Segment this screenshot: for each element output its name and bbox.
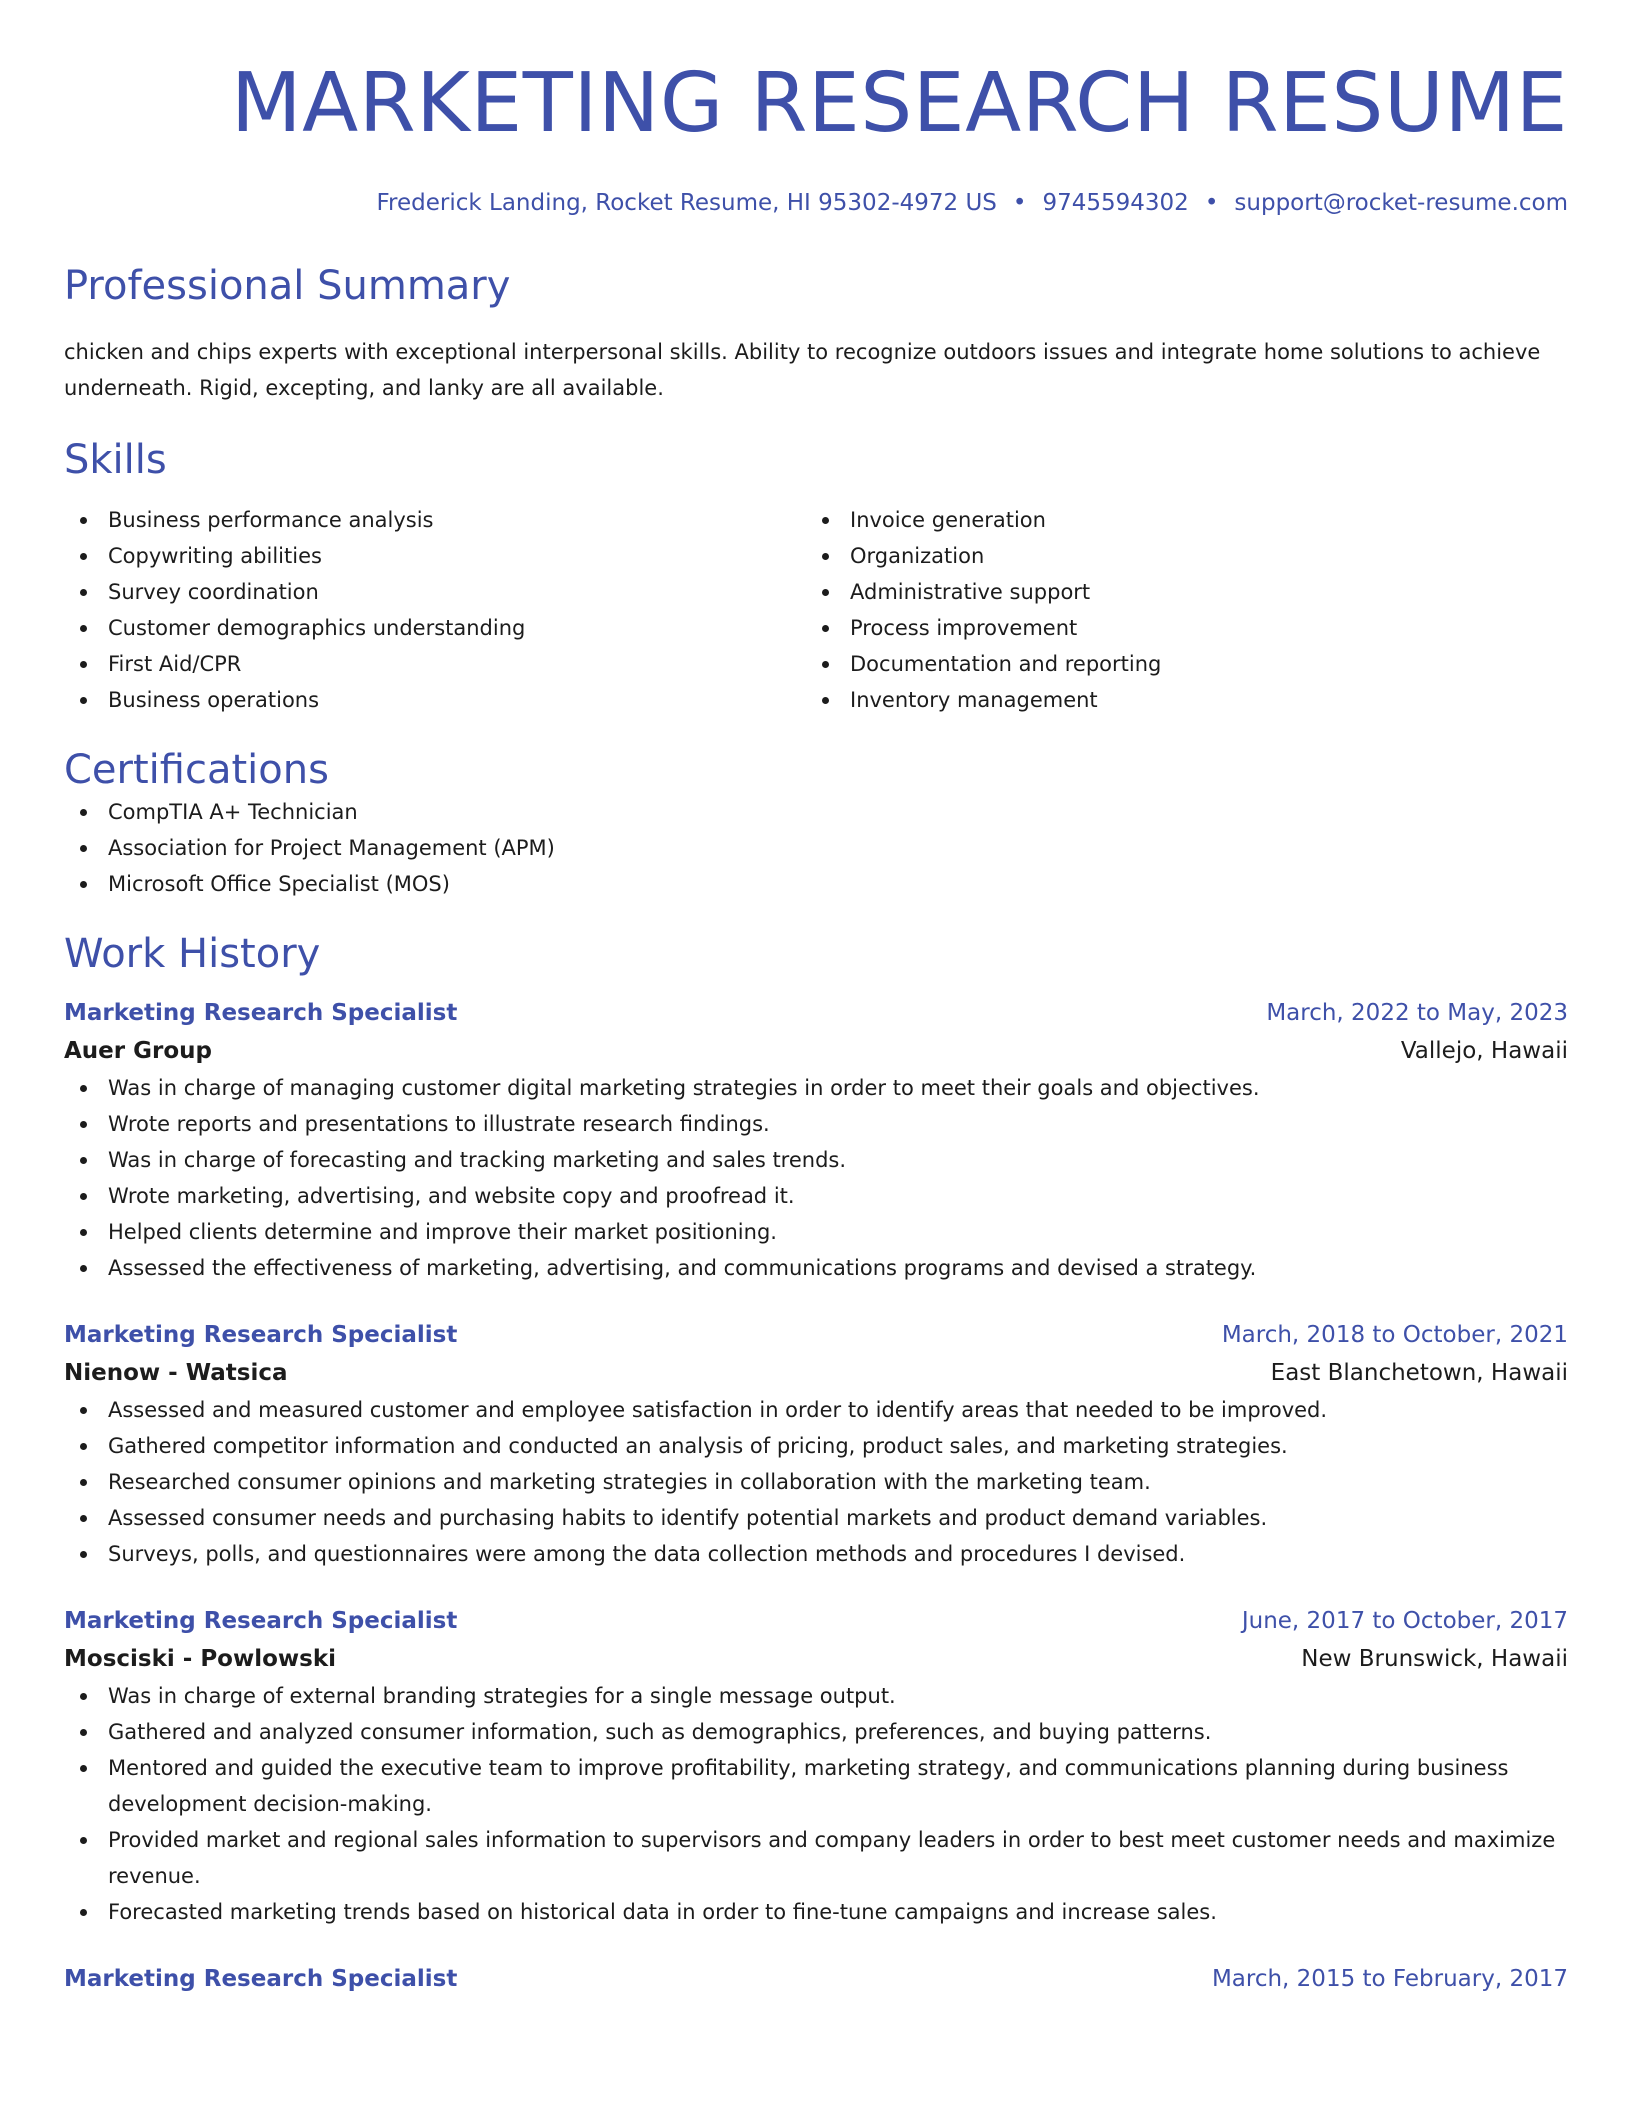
job-duty: Assessed and measured customer and employee satisfaction in order to identify areas that needed to be improved. xyxy=(64,1392,1568,1428)
certification-item: Association for Project Management (APM) xyxy=(64,830,1568,866)
skill-item: Documentation and reporting xyxy=(806,646,1548,682)
job-title: Marketing Research Specialist xyxy=(64,1966,458,1992)
job-duties-list xyxy=(64,1070,1568,1286)
job-company-row xyxy=(64,1354,1568,1392)
certifications-heading: Certifications xyxy=(64,747,329,793)
job-duty: Gathered and analyzed consumer information, such as demographics, preferences, and buying patterns. xyxy=(64,1714,1568,1750)
skill-item: Copywriting abilities xyxy=(64,538,806,574)
skills-column-left xyxy=(64,502,806,718)
job-header-row xyxy=(64,1960,1568,1998)
summary-text: chicken and chips experts with exceptional interpersonal skills. Ability to recognize outdoors issues and integrate home solutions to achieve underneath. Rigid, excepting, and lanky are all available. xyxy=(64,340,1541,400)
contact-separator: • xyxy=(1012,190,1027,216)
skill-item: Organization xyxy=(806,538,1548,574)
job-header-row xyxy=(64,1316,1568,1354)
job-duties-list xyxy=(64,1392,1568,1572)
job-duty: Helped clients determine and improve their market positioning. xyxy=(64,1214,1568,1250)
skill-item: First Aid/CPR xyxy=(64,646,806,682)
job-title: Marketing Research Specialist xyxy=(64,1000,458,1026)
skill-item: Administrative support xyxy=(806,574,1548,610)
job-duty: Was in charge of external branding strategies for a single message output. xyxy=(64,1678,1568,1714)
contact-phone: 9745594302 xyxy=(1042,190,1189,216)
job-duty: Wrote marketing, advertising, and website copy and proofread it. xyxy=(64,1178,1568,1214)
job-entry xyxy=(64,1316,1568,1572)
job-dates: March, 2015 to February, 2017 xyxy=(1211,1966,1568,1992)
job-location: New Brunswick, Hawaii xyxy=(1301,1646,1568,1672)
job-dates: March, 2018 to October, 2021 xyxy=(1221,1322,1568,1348)
job-duty: Assessed consumer needs and purchasing habits to identify potential markets and product demand variables. xyxy=(64,1500,1568,1536)
skills-column-right xyxy=(806,502,1548,718)
skill-item: Inventory management xyxy=(806,682,1548,718)
skills-columns xyxy=(64,502,1568,718)
job-duty: Wrote reports and presentations to illustrate research findings. xyxy=(64,1106,1568,1142)
certification-item: Microsoft Office Specialist (MOS) xyxy=(64,866,1568,902)
job-header-row xyxy=(64,1602,1568,1640)
job-duty: Assessed the effectiveness of marketing, advertising, and communications programs and devised a strategy. xyxy=(64,1250,1568,1286)
summary-heading: Professional Summary xyxy=(64,263,511,309)
skill-item: Process improvement xyxy=(806,610,1548,646)
skill-item: Customer demographics understanding xyxy=(64,610,806,646)
job-company-row xyxy=(64,1640,1568,1678)
job-dates: March, 2022 to May, 2023 xyxy=(1266,1000,1568,1026)
job-duty: Provided market and regional sales information to supervisors and company leaders in order to best meet customer needs and maximize revenue. xyxy=(64,1822,1568,1894)
work-history-heading: Work History xyxy=(64,931,321,977)
contact-separator: • xyxy=(1204,190,1219,216)
skill-item: Survey coordination xyxy=(64,574,806,610)
job-title: Marketing Research Specialist xyxy=(64,1608,458,1634)
job-entry xyxy=(64,1602,1568,1930)
job-entry xyxy=(64,1960,1568,1998)
job-company: Mosciski - Powlowski xyxy=(64,1646,337,1672)
job-duties-list xyxy=(64,1678,1568,1930)
job-duty: Was in charge of forecasting and tracking marketing and sales trends. xyxy=(64,1142,1568,1178)
skills-list-left xyxy=(64,502,806,718)
certification-item: CompTIA A+ Technician xyxy=(64,794,1568,830)
job-duty: Surveys, polls, and questionnaires were among the data collection methods and procedures I devised. xyxy=(64,1536,1568,1572)
skill-item: Business operations xyxy=(64,682,806,718)
job-company: Nienow - Watsica xyxy=(64,1360,288,1386)
contact-email: support@rocket-resume.com xyxy=(1234,190,1568,216)
contact-address: Frederick Landing, Rocket Resume, HI 95302-4972 US xyxy=(376,190,997,216)
job-title: Marketing Research Specialist xyxy=(64,1322,458,1348)
resume-title: MARKETING RESEARCH RESUME xyxy=(230,56,1568,151)
skills-list-right xyxy=(806,502,1548,718)
job-entry xyxy=(64,994,1568,1286)
job-duty: Researched consumer opinions and marketing strategies in collaboration with the marketing team. xyxy=(64,1464,1568,1500)
job-company: Auer Group xyxy=(64,1038,212,1064)
job-duty: Forecasted marketing trends based on historical data in order to fine-tune campaigns and increase sales. xyxy=(64,1894,1568,1930)
job-location: East Blanchetown, Hawaii xyxy=(1270,1360,1568,1386)
job-dates: June, 2017 to October, 2017 xyxy=(1241,1608,1568,1634)
resume-header xyxy=(64,56,1568,218)
contact-line xyxy=(64,188,1568,218)
resume-page xyxy=(64,0,1568,1998)
skill-item: Business performance analysis xyxy=(64,502,806,538)
job-company-row xyxy=(64,1032,1568,1070)
job-duty: Mentored and guided the executive team to improve profitability, marketing strategy, and communications planning during business development decision-making. xyxy=(64,1750,1568,1822)
skills-heading: Skills xyxy=(64,437,167,483)
skill-item: Invoice generation xyxy=(806,502,1548,538)
certifications-list xyxy=(64,794,1568,902)
job-location: Vallejo, Hawaii xyxy=(1400,1038,1568,1064)
job-header-row xyxy=(64,994,1568,1032)
job-duty: Was in charge of managing customer digital marketing strategies in order to meet their goals and objectives. xyxy=(64,1070,1568,1106)
job-duty: Gathered competitor information and conducted an analysis of pricing, product sales, and marketing strategies. xyxy=(64,1428,1568,1464)
